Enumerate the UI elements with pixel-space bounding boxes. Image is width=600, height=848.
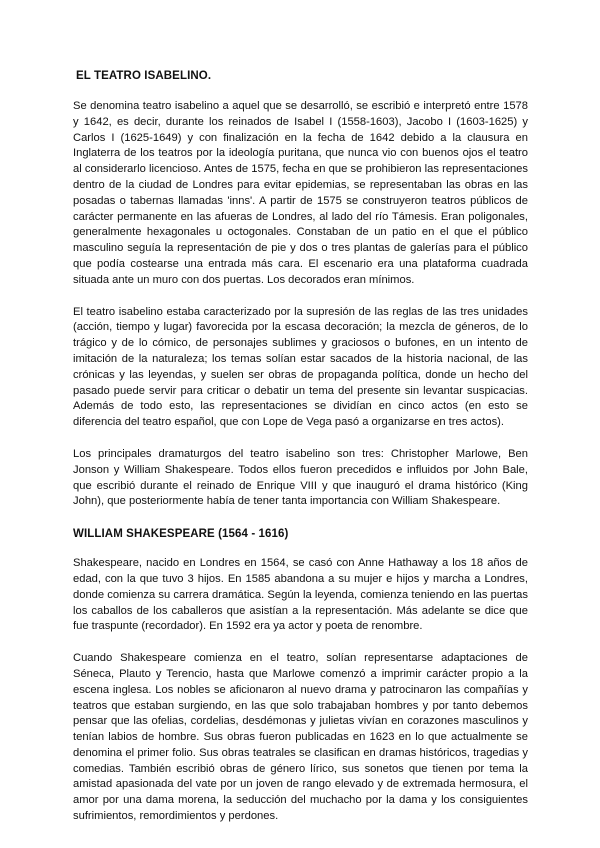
paragraph-dramaturgos: Los principales dramaturgos del teatro isabelino son tres: Christopher Marlowe, Ben Jonson y William Shakespeare. Todos ellos fueron precedidos e influidos por John Bale, que escribió durante el reinado de Enrique VIII y que inauguró el drama histórico (King John), que posteriormente había de tener tanta importancia con William Shakespeare.	[73, 447, 528, 508]
paragraph-shakespeare-obra: Cuando Shakespeare comienza en el teatro, solían representarse adaptaciones de Séneca, Plauto y Terencio, hasta que Marlowe comenzó a imprimir carácter propio a la escena inglesa. Los nobles se aficionaron al nuevo drama y patrocinaron las compañías y teatros que estaban surgiendo, en las que solo trabajaban hombres y por tanto debemos pensar que las ofelias, cordelias, desdémonas y julietas vivían en corazones masculinos y tenían labios de hombre. Sus obras fueron publicadas en 1623 en lo que actualmente se denomina el primer folio. Sus obras teatrales se clasifican en dramas históricos, tragedias y comedias. También escribió obras de género lírico, sus sonetos que tienen por tema la amistad apasionada del vate por un joven de rango elevado y de extremada hermosura, el amor por una dama morena, la seducción del muchacho por la dama y los consiguientes sufrimientos, remordimientos y perdones.	[73, 652, 528, 823]
paragraph-shakespeare-biografia: Shakespeare, nacido en Londres en 1564, se casó con Anne Hathaway a los 18 años de edad, con la que tuvo 3 hijos. En 1585 abandona a su mujer e hijos y marcha a Londres, donde comienza su carrera dramática. Según la leyenda, comienza teniendo en las puertas los caballos de los caballeros que asistían a la representación. Más adelante se dice que fue traspunte (recordador). En 1592 era ya actor y poeta de renombre.	[73, 557, 528, 633]
section-heading-shakespeare: WILLIAM SHAKESPEARE (1564 - 1616)	[73, 528, 289, 541]
document-title: EL TEATRO ISABELINO.	[76, 70, 212, 82]
document-page	[73, 68, 528, 841]
paragraph-teatro-definicion: Se denomina teatro isabelino a aquel que se desarrolló, se escribió e interpretó entre 1578 y 1642, es decir, durante los reinados de Isabel I (1558-1603), Jacobo I (1603-1625) y Carlos I (1625-1649) y con finalización en la fecha de 1642 debido a la clausura en Inglaterra de los teatros por la ideología puritana, que nunca vio con buenos ojos el teatro al considerarlo licencioso. Antes de 1575, fecha en que se prohibieron las representaciones dentro de la ciudad de Londres para evitar epidemias, se representaban las obras en las posadas o tabernas llamadas 'inns'. A partir de 1575 se construyeron teatros públicos de carácter permanente en las afueras de Londres, al lado del río Támesis. Eran poligonales, generalmente hexagonales u octogonales. Constaban de un patio en el que el público masculino seguía la representación de pie y dos o tres plantas de galerías para el público que podía costearse una entrada más cara. El escenario era una plataforma cuadrada situada ante un muro con dos puertas. Los decorados eran mínimos.	[73, 100, 528, 286]
paragraph-teatro-caracteristicas: El teatro isabelino estaba caracterizado por la supresión de las reglas de las tres unidades (acción, tiempo y lugar) favorecida por la escasa decoración; la mezcla de géneros, de lo trágico y de lo cómico, de personajes sublimes y graciosos o bufones, en un intento de imitación de la naturaleza; los temas solían estar sacados de la historia nacional, de las crónicas y las leyendas, y suelen ser obras de propaganda política, donde un hecho del pasado puede servir para criticar o debatir un tema del presente sin levantar suspicacias. Además de todo esto, las representaciones se dividían en cinco actos (en esto se diferencia del teatro español, que con Lope de Vega pasó a organizarse en tres actos).	[73, 305, 528, 429]
